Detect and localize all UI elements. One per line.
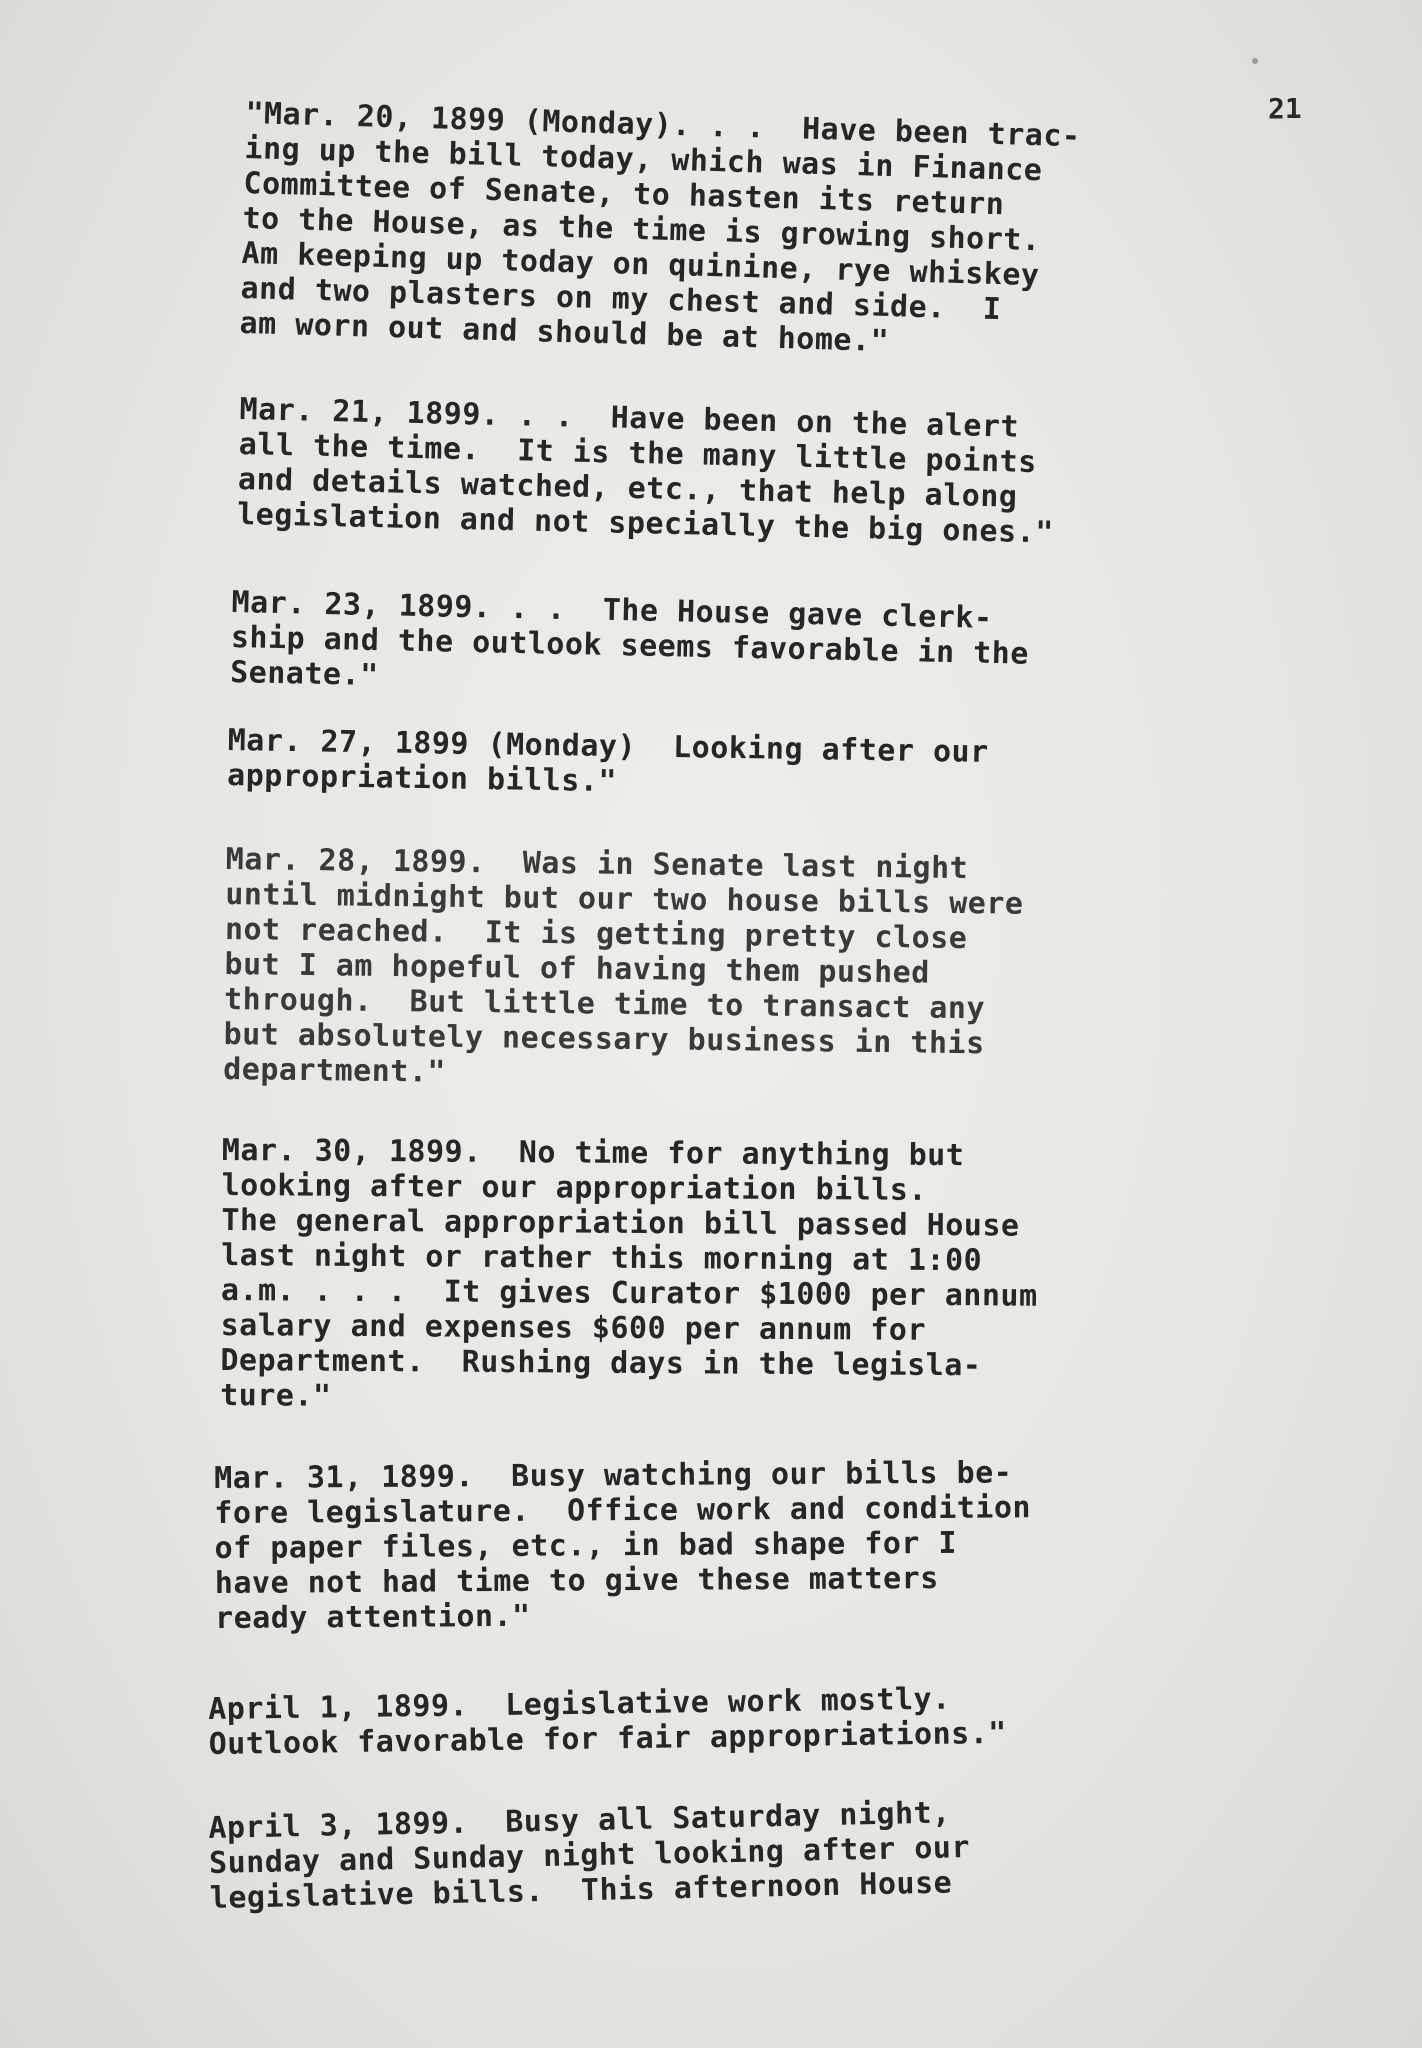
diary-entry-apr-3: April 3, 1899. Busy all Saturday night, Sunday and Sunday night looking after our legislative bills. This afternoon House <box>208 1795 971 1916</box>
diary-entry-mar-23: Mar. 23, 1899. . . The House gave clerk- ship and the outlook seems favorable in the Senate." <box>229 585 1030 694</box>
diary-entry-mar-31: Mar. 31, 1899. Busy watching our bills be- fore legislature. Office work and condition of paper files, etc., in bad shape for I have not had time to give these matters ready attention." <box>214 1455 1032 1636</box>
diary-entry-apr-1: April 1, 1899. Legislative work mostly. Outlook favorable for fair appropriations." <box>208 1681 1008 1762</box>
diary-entry-mar-27: Mar. 27, 1899 (Monday) Looking after our appropriation bills." <box>226 723 989 800</box>
diary-entry-mar-21: Mar. 21, 1899. . . Have been on the alert all the time. It is the many little points and details watched, etc., that help along legislation and not specially the big ones." <box>236 392 1055 551</box>
diary-entry-mar-28: Mar. 28, 1899. Was in Senate last night until midnight but our two house bills were not reached. It is getting pretty close but I am hopeful of having them pushed through. But little time to transact any but absolutely necessary business in this department." <box>223 842 1024 1090</box>
diary-entry-mar-30: Mar. 30, 1899. No time for anything but looking after our appropriation bills. The general appropriation bill passed House last night or rather this morning at 1:00 a.m. . . . It gives Curator $1000 per annum salary and expenses $600 per annum for Department. Rushing days in the legisla- ture." <box>220 1133 1038 1414</box>
page-number: 21 <box>1268 92 1302 125</box>
diary-entry-mar-20: "Mar. 20, 1899 (Monday). . . Have been trac- ing up the bill today, which was in Finance Committee of Senate, to hasten its return to the House, as the time is growing short. Am keeping up today on quinine, rye whiskey and two plasters on my chest and side. I am worn out and should be at home." <box>239 96 1081 360</box>
